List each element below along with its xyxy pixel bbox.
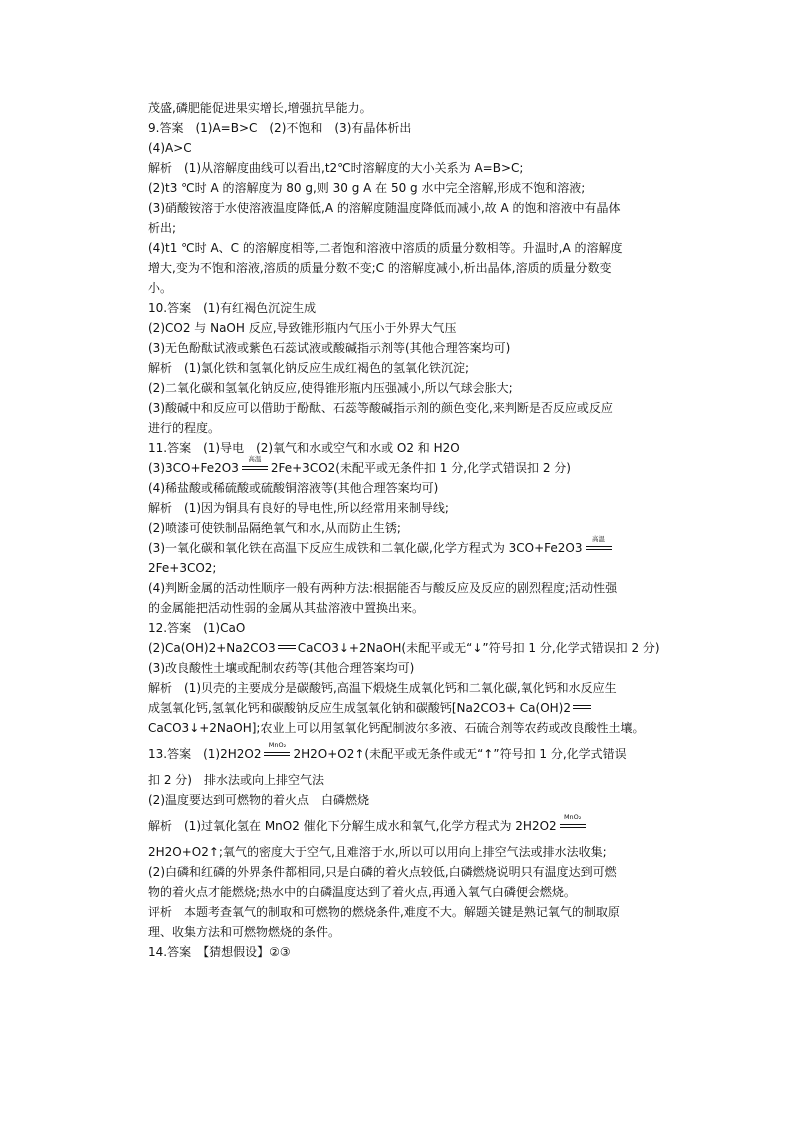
- equation-products: CaCO3↓+2NaOH(未配平或无“↓”符号扣 1 分,化学式错误扣 2 分): [297, 641, 660, 655]
- analysis-12-line: 解析 (1)贝壳的主要成分是碳酸钙,高温下煅烧生成氧化钙和二氧化碳,氧化钙和水反应生: [148, 681, 617, 695]
- text-line: 物的着火点才能燃烧;热水中的白磷温度达到了着火点,再通入氧气白磷便会燃烧。: [148, 885, 576, 899]
- text-line: (3)改良酸性土壤或配制农药等(其他合理答案均可): [148, 661, 415, 675]
- text-line: 扣 2 分) 排水法或向上排空气法: [148, 773, 324, 787]
- equation-products: 2H2O+O2↑(未配平或无条件或无“↑”符号扣 1 分,化学式错误: [293, 747, 627, 761]
- equation-reactants: 13.答案 (1)2H2O2: [148, 747, 262, 761]
- answer-10-line: 10.答案 (1)有红褐色沉淀生成: [148, 301, 317, 315]
- reaction-arrow: [263, 741, 291, 759]
- analysis-13-line: [148, 813, 708, 836]
- answer-14-line: 14.答案 【猜想假设】②③: [148, 945, 291, 959]
- analysis-9-line: 解析 (1)从溶解度曲线可以看出,t2℃时溶解度的大小关系为 A=B>C;: [148, 161, 524, 175]
- equation-line: [148, 638, 708, 658]
- text-line: (2)白磷和红磷的外界条件都相同,只是白磷的着火点较低,白磷燃烧说明只有温度达到可燃: [148, 865, 617, 879]
- answer-12-line: 12.答案 (1)CaO: [148, 621, 246, 635]
- equation-text: 解析 (1)过氧化氢在 MnO2 催化下分解生成水和氧气,化学方程式为 2H2O2: [148, 819, 557, 833]
- reaction-arrow: [241, 455, 269, 473]
- equation-line: [148, 455, 708, 478]
- text-line: (2)喷漆可使铁制品隔绝氧气和水,从而防止生锈;: [148, 521, 401, 535]
- text-line: (2)温度要达到可燃物的着火点 白磷燃烧: [148, 793, 369, 807]
- reaction-arrow: [559, 813, 587, 831]
- text-line: 小。: [148, 281, 173, 295]
- text-line: (3)酸碱中和反应可以借助于酚酞、石蕊等酸碱指示剂的颜色变化,来判断是否反应或反应: [148, 401, 613, 415]
- analysis-10-line: 解析 (1)氯化铁和氢氧化钠反应生成红褐色的氢氧化铁沉淀;: [148, 361, 470, 375]
- reaction-condition: 高温: [592, 535, 605, 543]
- equation-line: [148, 698, 708, 718]
- text-line: (4)A>C: [148, 141, 192, 155]
- answer-11-line: 11.答案 (1)导电 (2)氧气和水或空气和水或 O2 和 H2O: [148, 441, 460, 455]
- equation-reactants: (3)3CO+Fe2O3: [148, 461, 239, 475]
- equation-reactants: (2)Ca(OH)2+Na2CO3: [148, 641, 276, 655]
- text-line: 析出;: [148, 221, 177, 235]
- text-line: 的金属能把活动性弱的金属从其盐溶液中置换出来。: [148, 601, 425, 615]
- equation-products: 2Fe+3CO2(未配平或无条件扣 1 分,化学式错误扣 2 分): [270, 461, 571, 475]
- text-line: 2Fe+3CO2;: [148, 561, 217, 575]
- text-line: 理、收集方法和可燃物燃烧的条件。: [148, 925, 341, 939]
- equals-sign: [573, 702, 591, 712]
- reaction-condition: MnO₂: [268, 741, 287, 749]
- text-line: (4)判断金属的活动性顺序一般有两种方法:根据能否与酸反应及反应的剧烈程度;活动性强: [148, 581, 618, 595]
- text-line: 茂盛,磷肥能促进果实增长,增强抗旱能力。: [148, 101, 372, 115]
- equation-line: [148, 535, 708, 558]
- equation-text: (3)一氧化碳和氧化铁在高温下反应生成铁和二氧化碳,化学方程式为 3CO+Fe2O3: [148, 541, 583, 555]
- equation-text: 成氢氧化钙,氢氧化钙和碳酸钠反应生成氢氧化钠和碳酸钙[Na2CO3+ Ca(OH)2: [148, 701, 571, 715]
- text-line: 进行的程度。: [148, 421, 221, 435]
- text-line: (4)稀盐酸或稀硫酸或硫酸铜溶液等(其他合理答案均可): [148, 481, 439, 495]
- analysis-11-line: 解析 (1)因为铜具有良好的导电性,所以经常用来制导线;: [148, 501, 449, 515]
- reaction-condition: 高温: [248, 455, 262, 463]
- answer-13-line: [148, 741, 708, 764]
- text-line: (2)t3 ℃时 A 的溶解度为 80 g,则 30 g A 在 50 g 水中完全溶解,形成不饱和溶液;: [148, 181, 586, 195]
- equals-sign: [278, 642, 296, 652]
- document-page: [148, 98, 708, 962]
- reaction-arrow: [585, 535, 613, 553]
- text-line: 2H2O+O2↑;氧气的密度大于空气,且难溶于水,所以可以用向上排空气法或排水法收集;: [148, 845, 607, 859]
- reaction-condition: MnO₂: [563, 813, 582, 821]
- text-line: (3)无色酚酞试液或紫色石蕊试液或酸碱指示剂等(其他合理答案均可): [148, 341, 511, 355]
- comment-13-line: 评析 本题考查氧气的制取和可燃物的燃烧条件,难度不大。解题关键是熟记氧气的制取原: [148, 905, 620, 919]
- text-line: (2)二氧化碳和氢氧化钠反应,使得锥形瓶内压强减小,所以气球会胀大;: [148, 381, 513, 395]
- text-line: (3)硝酸铵溶于水使溶液温度降低,A 的溶解度随温度降低而减小,故 A 的饱和溶液中有晶体: [148, 201, 621, 215]
- text-line: (4)t1 ℃时 A、C 的溶解度相等,二者饱和溶液中溶质的质量分数相等。升温时,A 的溶解度: [148, 241, 623, 255]
- answer-9-line: 9.答案 (1)A=B>C (2)不饱和 (3)有晶体析出: [148, 121, 412, 135]
- text-line: (2)CO2 与 NaOH 反应,导致锥形瓶内气压小于外界大气压: [148, 321, 457, 335]
- text-line: CaCO3↓+2NaOH];农业上可以用氢氧化钙配制波尔多液、石硫合剂等农药或改良酸性土壤。: [148, 721, 645, 735]
- text-line: 增大,变为不饱和溶液,溶质的质量分数不变;C 的溶解度减小,析出晶体,溶质的质量分数变: [148, 261, 612, 275]
